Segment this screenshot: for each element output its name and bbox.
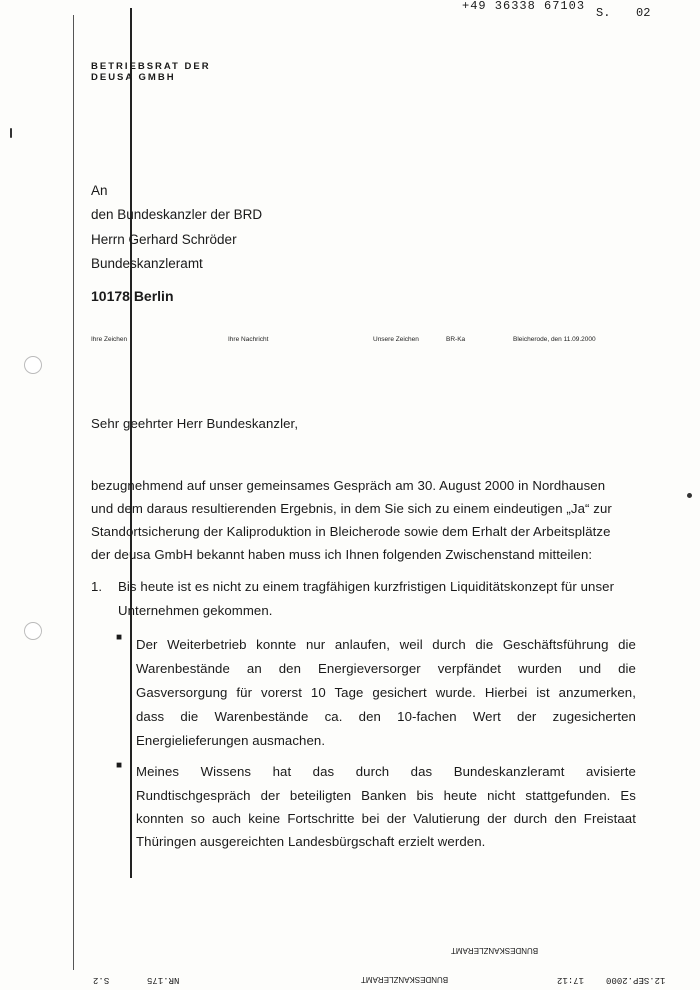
bullet-line: Warenbestände an den Energieversorger verpfändet wurden und die	[136, 661, 636, 676]
letter-greeting: Sehr geehrter Herr Bundeskanzler,	[91, 416, 299, 431]
ref-place-date: Bleicherode, den 11.09.2000	[513, 336, 596, 343]
intro-line: und dem daraus resultierenden Ergebnis, in dem Sie sich zu einem eindeutigen „Ja“ zur	[91, 501, 612, 516]
footer-fax-date: 12.SEP.2000	[606, 975, 666, 985]
punch-hole-icon	[24, 356, 42, 374]
footer-fax-page: S.2	[93, 975, 110, 985]
footer-fax-time: 17:12	[557, 975, 585, 985]
fax-header-phone: +49 36338 67103	[462, 0, 586, 13]
intro-line: der deusa GmbH bekannt haben muss ich Ihnen folgenden Zwischenstand mitteilen:	[91, 547, 593, 562]
bullet-line: dass die Warenbestände ca. den 10-fachen Wert der zugesicherten	[136, 709, 636, 724]
footer-fax-nr: NR.175	[147, 975, 180, 985]
bullet-line: Gasversorgung für vorerst 10 Tage gesichert wurde. Hierbei ist anzumerken,	[136, 685, 636, 700]
bullet-line: Rundtischgespräch der beteiligten Banken bis heute nicht stattgefunden. Es	[136, 788, 636, 803]
bullet-line: Meines Wissens hat das durch das Bundeskanzleramt avisierte	[136, 764, 636, 779]
footer-stamp-upper: BUNDESKANZLERAMT	[451, 946, 539, 955]
recipient-line-2: Herrn Gerhard Schröder	[91, 232, 237, 247]
ref-unsere-zeichen: Unsere Zeichen	[373, 336, 419, 343]
bullet-icon: ■	[116, 760, 123, 771]
ref-unsere-zeichen-value: BR-Ka	[446, 336, 466, 343]
sender-line-2: DEUSA GMBH	[91, 72, 176, 83]
scan-left-rule	[73, 15, 74, 970]
fax-vertical-line	[130, 8, 132, 878]
intro-line: Standortsicherung der Kaliproduktion in Bleicherode sowie dem Erhalt der Arbeitsplätze	[91, 524, 611, 539]
sender-line-1: BETRIEBSRAT DER	[91, 61, 211, 72]
bullet-line: Energielieferungen ausmachen.	[136, 733, 326, 748]
recipient-line-1: den Bundeskanzler der BRD	[91, 207, 263, 222]
punch-hole-icon	[24, 622, 42, 640]
fax-header-page-number: 02	[636, 6, 651, 20]
footer-stamp-lower: BUNDESKANZLERAMT	[361, 975, 449, 984]
recipient-an: An	[91, 183, 108, 198]
recipient-city: 10178 Berlin	[91, 288, 174, 304]
scan-speck	[687, 493, 692, 498]
fax-header-page-prefix: S.	[596, 6, 611, 20]
point-line: Unternehmen gekommen.	[118, 603, 273, 618]
ref-ihre-zeichen: Ihre Zeichen	[91, 336, 128, 343]
point-line: Bis heute ist es nicht zu einem tragfähigen kurzfristigen Liquiditätskonzept für unser	[118, 579, 615, 594]
bullet-line: Der Weiterbetrieb konnte nur anlaufen, weil durch die Geschäftsführung die	[136, 637, 636, 652]
scan-speck	[10, 128, 12, 138]
intro-line: bezugnehmend auf unser gemeinsames Gespräch am 30. August 2000 in Nordhausen	[91, 478, 606, 493]
bullet-line: Thüringen ausgereichten Landesbürgschaft erzielt werden.	[136, 834, 486, 849]
bullet-icon: ■	[116, 632, 123, 643]
bullet-line: konnten so auch keine Fortschritte bei der Valutierung der durch den Freistaat	[136, 811, 636, 826]
ref-ihre-nachricht: Ihre Nachricht	[228, 336, 269, 343]
point-number: 1.	[91, 579, 103, 594]
recipient-line-3: Bundeskanzleramt	[91, 256, 203, 271]
